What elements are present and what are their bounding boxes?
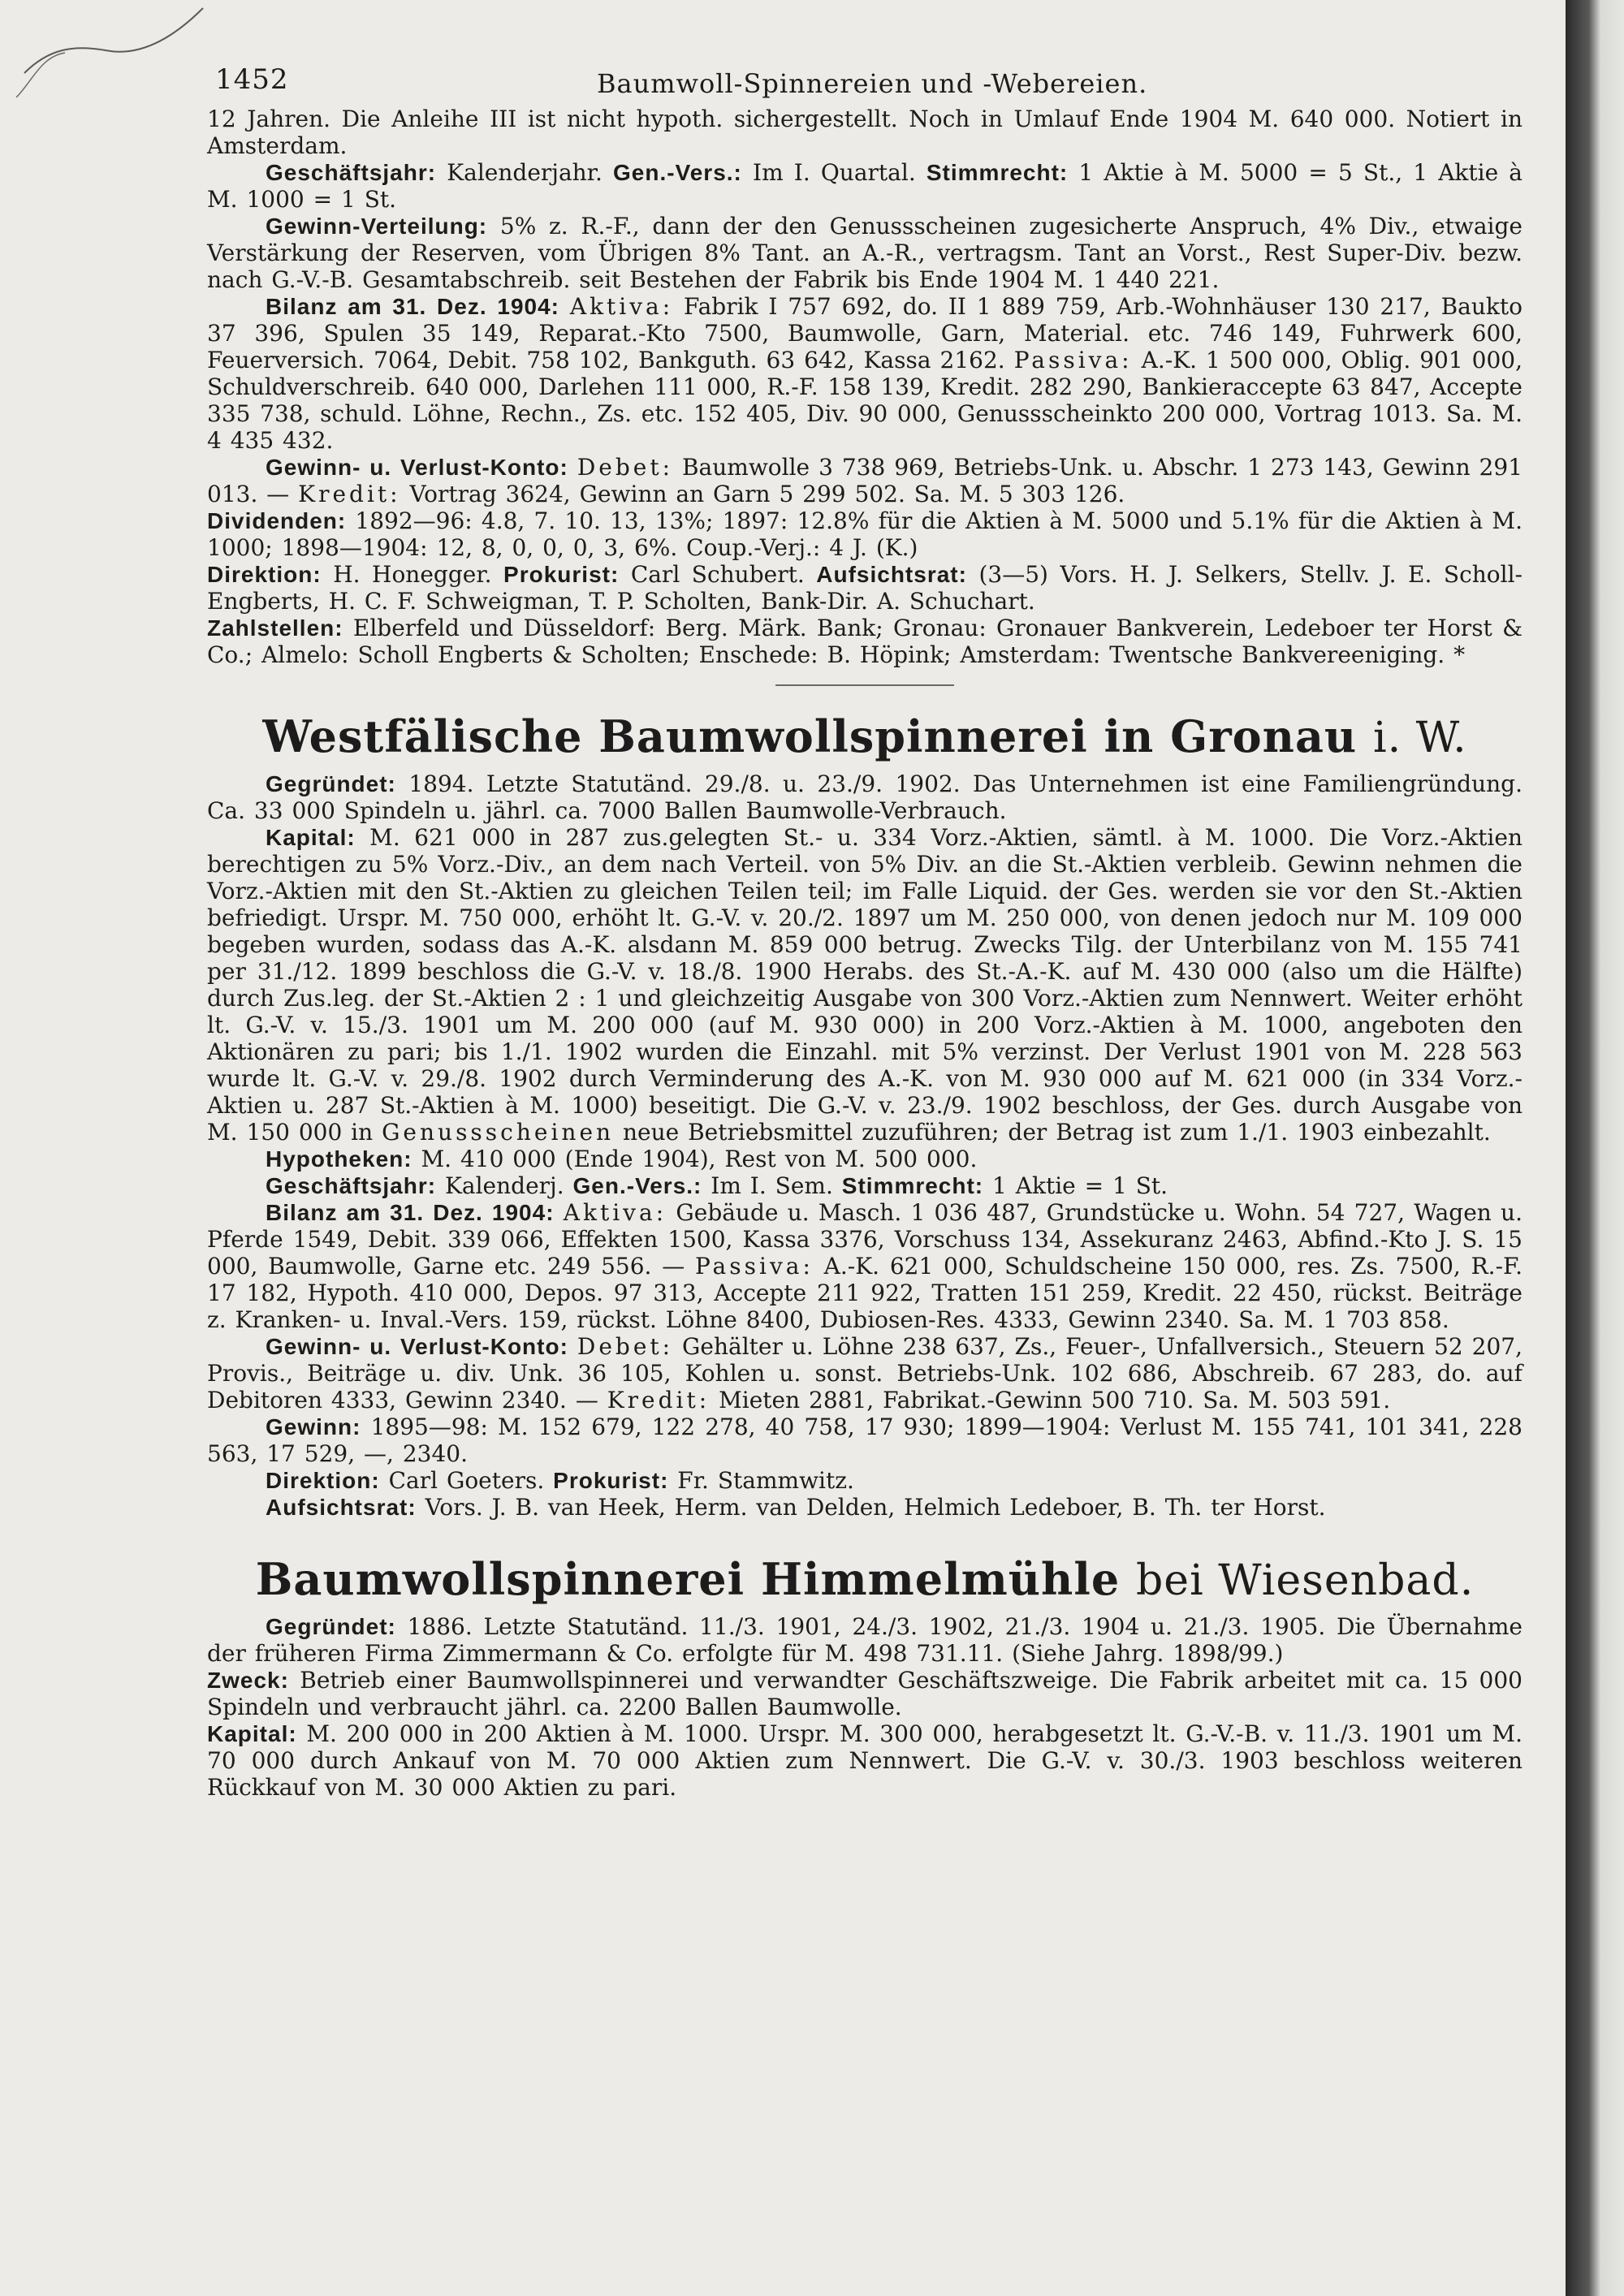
gewinnverteilung-paragraph <box>207 213 1522 293</box>
running-head <box>207 57 1522 106</box>
company-title <box>207 1553 1522 1605</box>
genvers-label: Gen.-Vers.: <box>572 1173 702 1198</box>
company-title-suffix: bei Wiesenbad. <box>1136 1556 1475 1605</box>
genvers-text: Im I. Quartal. <box>753 159 916 186</box>
page-number: 1452 <box>215 63 289 96</box>
kapital-text: M. 200 000 in 200 Aktien à M. 1000. Urspr. M. 300 000, herabgesetzt lt. G.-V.-B. v. 11./3. 1901 um M. 70 000 durch Ankauf von M. 70 000 Aktien zum Nennwert. Die G.-V. v. 30./3. 1903 beschloss weiteren Rückkauf von M. 30 000 Aktien zu pari. <box>207 1720 1522 1801</box>
genvers-text: Im I. Sem. <box>710 1172 833 1199</box>
prokurist-label: Prokurist: <box>553 1468 669 1493</box>
zahlstellen-paragraph <box>207 615 1522 668</box>
kredit-text: Vortrag 3624, Gewinn an Garn 5 299 502. Sa. M. 5 303 126. <box>409 481 1125 507</box>
stimmrecht-label: Stimmrecht: <box>926 160 1069 185</box>
direktion-text: Carl Goeters. <box>388 1467 545 1494</box>
zweck-text: Betrieb einer Baumwollspinnerei und verwandter Geschäftszweige. Die Fabrik arbeitet mit ca. 15 000 Spindeln und verbraucht jährl. ca. 2200 Ballen Baumwolle. <box>207 1667 1523 1720</box>
geschaeftsjahr-text: Kalenderjahr. <box>447 159 603 186</box>
pen-scratch-mark <box>16 0 211 114</box>
company-title <box>207 710 1522 762</box>
geschaeftsjahr-text: Kalenderj. <box>444 1172 564 1199</box>
debet-label: Debet: <box>577 454 674 481</box>
gewinn-label: Gewinn: <box>266 1414 361 1439</box>
hypotheken-paragraph <box>207 1146 1522 1172</box>
dividenden-text: 1892—96: 4.8, 7. 10. 13, 13%; 1897: 12.8% für die Aktien à M. 5000 und 5.1% für die Aktien à M. 1000; 1898—1904: 12, 8, 0, 0, 0, 3, 6%. Coup.-Verj.: 4 J. (K.) <box>207 507 1522 561</box>
stimmrecht-label: Stimmrecht: <box>841 1173 984 1198</box>
guv-paragraph <box>207 454 1522 507</box>
prokurist-label: Prokurist: <box>503 562 620 587</box>
aufsichtsrat-paragraph <box>207 1494 1522 1521</box>
scan-page-edge <box>1566 0 1624 2296</box>
section-baumwollspinnerei-himmelmuehle <box>207 1553 1522 1801</box>
guv-label: Gewinn- u. Verlust-Konto: <box>266 455 568 480</box>
passiva-text: A.-K. 621 000, Schuldscheine 150 000, res. Zs. 7500, R.-F. 17 182, Hypoth. 410 000, Depos. 97 313, Accepte 211 922, Tratten 151 259, Kredit. 22 450, rückst. Beiträge z. Kranken- u. Inval.-Vers. 159, rückst. Löhne 8400, Dubiosen-Res. 4333, Gewinn 2340. Sa. M. 1 703 858. <box>207 1253 1522 1333</box>
stimmrecht-text: 1 Aktie = 1 St. <box>992 1172 1168 1199</box>
kapital-tail: neue Betriebsmittel zuzuführen; der Betrag ist zum 1./1. 1903 einbezahlt. <box>622 1119 1491 1146</box>
gewinn-paragraph <box>207 1413 1522 1467</box>
geschaeftsjahr-paragraph <box>207 1172 1522 1199</box>
passiva-text: A.-K. 1 500 000, Oblig. 901 000, Schuldverschreib. 640 000, Darlehen 111 000, R.-F. 158 139, Kredit. 282 290, Bankieraccepte 63 847, Accepte 335 738, schuld. Löhne, Rechn., Zs. etc. 152 405, Div. 90 000, Genussscheinkto 200 000, Vortrag 1013. Sa. M. 4 435 432. <box>207 347 1522 454</box>
section-gap <box>207 1521 1522 1553</box>
zweck-label: Zweck: <box>207 1668 289 1693</box>
gegruendet-label: Gegründet: <box>266 771 396 796</box>
kapital-label: Kapital: <box>266 825 356 850</box>
guv-paragraph <box>207 1333 1522 1413</box>
gegruendet-paragraph <box>207 1613 1522 1667</box>
page-content <box>207 57 1522 1801</box>
direktion-paragraph <box>207 561 1522 615</box>
geschaeftsjahr-paragraph <box>207 159 1522 213</box>
dividenden-label: Dividenden: <box>207 508 347 533</box>
geschaeftsjahr-label: Geschäftsjahr: <box>266 1173 437 1198</box>
hypotheken-text: M. 410 000 (Ende 1904), Rest von M. 500 000. <box>421 1146 978 1172</box>
bilanz-label: Bilanz am 31. Dez. 1904: <box>266 1200 555 1225</box>
gegruendet-text: 1886. Letzte Statutänd. 11./3. 1901, 24./3. 1902, 21./3. 1904 u. 21./3. 1905. Die Übernahme der früheren Firma Zimmermann & Co. erfolgte für M. 498 731.11. (Siehe Jahrg. 1898/99.) <box>207 1613 1522 1667</box>
aktiva-label: Aktiva: <box>563 1199 667 1226</box>
passiva-label: Passiva: <box>1013 347 1133 373</box>
kapital-label: Kapital: <box>207 1721 297 1746</box>
running-title: Baumwoll-Spinnereien und -Webereien. <box>597 68 1148 99</box>
guv-label: Gewinn- u. Verlust-Konto: <box>266 1334 568 1359</box>
section-westfaelische-baumwollspinnerei <box>207 710 1522 1521</box>
aufsichtsrat-label: Aufsichtsrat: <box>816 562 967 587</box>
debet-text: Baumwolle 3 738 969, Betriebs-Unk. u. Abschr. 1 273 143, Gewinn 291 013. — <box>207 454 1523 507</box>
aufsichtsrat-text: (3—5) Vors. H. J. Selkers, Stellv. J. E. Scholl-Engberts, H. C. F. Schweigman, T. P. Scholten, Bank-Dir. A. Schuchart. <box>207 561 1523 615</box>
kredit-label: Kredit: <box>298 481 401 507</box>
direktion-label: Direktion: <box>266 1468 380 1493</box>
company-title-main: Baumwollspinnerei Himmelmühle <box>255 1553 1121 1605</box>
passiva-label: Passiva: <box>694 1253 814 1280</box>
bilanz-paragraph <box>207 1199 1522 1333</box>
kredit-label: Kredit: <box>607 1387 710 1413</box>
intro-text: 12 Jahren. Die Anleihe III ist nicht hypoth. sichergestellt. Noch in Umlauf Ende 1904 M. 640 000. Notiert in Amsterdam. <box>207 106 1522 159</box>
gewinnverteilung-text: 5% z. R.-F., dann der den Genussscheinen zugesicherte Anspruch, 4% Div., etwaige Verstärkung der Reserven, vom Übrigen 8% Tant. an A.-R., vertragsm. Tant an Vorst., Rest Super-Div. bezw. nach G.-V.-B. Gesamtabschreib. seit Bestehen der Fabrik bis Ende 1904 M. 1 440 221. <box>207 213 1523 293</box>
gegruendet-text: 1894. Letzte Statutänd. 29./8. u. 23./9. 1902. Das Unternehmen ist eine Familiengründung. Ca. 33 000 Spindeln u. jährl. ca. 7000 Ballen Baumwolle-Verbrauch. <box>207 770 1522 824</box>
direktion-text: H. Honegger. <box>333 561 492 588</box>
aktiva-label: Aktiva: <box>569 293 674 320</box>
debet-label: Debet: <box>577 1333 674 1360</box>
bilanz-label: Bilanz am 31. Dez. 1904: <box>266 294 559 319</box>
zahlstellen-label: Zahlstellen: <box>207 615 343 641</box>
kapital-paragraph <box>207 1720 1522 1801</box>
kapital-text: M. 621 000 in 287 zus.gelegten St.- u. 334 Vorz.-Aktien, sämtl. à M. 1000. Die Vorz.-Aktien berechtigen zu 5% Vorz.-Div., an dem nach Verteil. von 5% Div. an die St.-Aktien verbleib. Gewinn nehmen die Vorz.-Aktien mit den St.-Aktien zu gleichen Teilen teil; im Falle Liquid. der Ges. werden sie vor den St.-Aktien befriedigt. Urspr. M. 750 000, erhöht lt. G.-V. v. 20./2. 1897 um M. 250 000, von denen jedoch nur M. 109 000 begeben wurden, sodass das A.-K. alsdann M. 859 000 betrug. Zwecks Tilg. der Unterbilanz von M. 155 741 per 31./12. 1899 beschloss die G.-V. v. 18./8. 1900 Herabs. des St.-A.-K. auf M. 430 000 (also um die Hälfte) durch Zus.leg. der St.-Aktien 2 : 1 und gleichzeitig Ausgabe von 300 Vorz.-Aktien zum Nennwert. Weiter erhöht lt. G.-V. v. 15./3. 1901 um M. 200 000 (auf M. 930 000) in 200 Vorz.-Aktien à M. 1000, angeboten den Aktionären zu pari; bis 1./1. 1902 wurden die Einzahl. mit 5% verzinst. Der Verlust 1901 von M. 228 563 wurde lt. G.-V. v. 29./8. 1902 durch Verminderung des A.-K. von M. 930 000 auf M. 621 000 (in 334 Vorz.-Aktien u. 287 St.-Aktien à M. 1000) beseitigt. Die G.-V. v. 23./9. 1902 beschloss, der Ges. durch Ausgabe von M. 150 000 in <box>207 824 1522 1146</box>
aufsichtsrat-text: Vors. J. B. van Heek, Herm. van Delden, Helmich Ledeboer, B. Th. ter Horst. <box>425 1494 1326 1521</box>
kapital-paragraph <box>207 824 1522 1146</box>
kapital-spaced-word: Genussscheinen <box>382 1119 615 1146</box>
gewinn-text: 1895—98: M. 152 679, 122 278, 40 758, 17 930; 1899—1904: Verlust M. 155 741, 101 341, 228 563, 17 529, —, 2340. <box>207 1413 1522 1467</box>
company-title-suffix: i. W. <box>1373 714 1467 762</box>
aktiva-text: Gebäude u. Masch. 1 036 487, Grundstücke u. Wohn. 54 727, Wagen u. Pferde 1549, Debit. 339 066, Effekten 1500, Kassa 3376, Vorschuss 134, Assekuranz 2463, Abfind.-Kto J. S. 15 000, Baumwolle, Garne etc. 249 556. — <box>207 1199 1522 1280</box>
direktion-paragraph <box>207 1467 1522 1494</box>
section-continued-company <box>207 106 1522 668</box>
company-title-main: Westfälische Baumwollspinnerei in Gronau <box>262 710 1358 762</box>
direktion-label: Direktion: <box>207 562 322 587</box>
stimmrecht-text: 1 Aktie à M. 5000 = 5 St., 1 Aktie à M. 1000 = 1 St. <box>207 159 1523 213</box>
kredit-text: Mieten 2881, Fabrikat.-Gewinn 500 710. Sa. M. 503 591. <box>719 1387 1391 1413</box>
intro-paragraph <box>207 106 1522 159</box>
bilanz-paragraph <box>207 293 1522 454</box>
gegruendet-label: Gegründet: <box>266 1614 396 1639</box>
debet-text: Gehälter u. Löhne 238 637, Zs., Feuer-, Unfallversich., Steuern 52 207, Provis., Beiträge u. div. Unk. 36 105, Kohlen u. sonst. Betriebs-Unk. 102 686, Abschreib. 67 283, do. auf Debitoren 4333, Gewinn 2340. — <box>207 1333 1522 1413</box>
aufsichtsrat-label: Aufsichtsrat: <box>266 1495 417 1520</box>
zweck-paragraph <box>207 1667 1522 1720</box>
hypotheken-label: Hypotheken: <box>266 1146 412 1172</box>
gewinnverteilung-label: Gewinn-Verteilung: <box>266 214 488 239</box>
aktiva-text: Fabrik I 757 692, do. II 1 889 759, Arb.-Wohnhäuser 130 217, Baukto 37 396, Spulen 35 149, Reparat.-Kto 7500, Baumwolle, Garn, Material. etc. 746 149, Fuhrwerk 600, Feuerversich. 7064, Debit. 758 102, Bankguth. 63 642, Kassa 2162. <box>207 293 1522 373</box>
genvers-label: Gen.-Vers.: <box>613 160 742 185</box>
dividenden-paragraph <box>207 507 1522 561</box>
geschaeftsjahr-label: Geschäftsjahr: <box>266 160 437 185</box>
section-divider <box>775 684 954 686</box>
prokurist-text: Carl Schubert. <box>630 561 805 588</box>
zahlstellen-text: Elberfeld und Düsseldorf: Berg. Märk. Bank; Gronau: Gronauer Bankverein, Ledeboer ter Horst & Co.; Almelo: Scholl Engberts & Scholten; Enschede: B. Höpink; Amsterdam: Twentsche Bankvereeniging. * <box>207 615 1523 668</box>
prokurist-text: Fr. Stammwitz. <box>677 1467 854 1494</box>
gegruendet-paragraph <box>207 770 1522 824</box>
